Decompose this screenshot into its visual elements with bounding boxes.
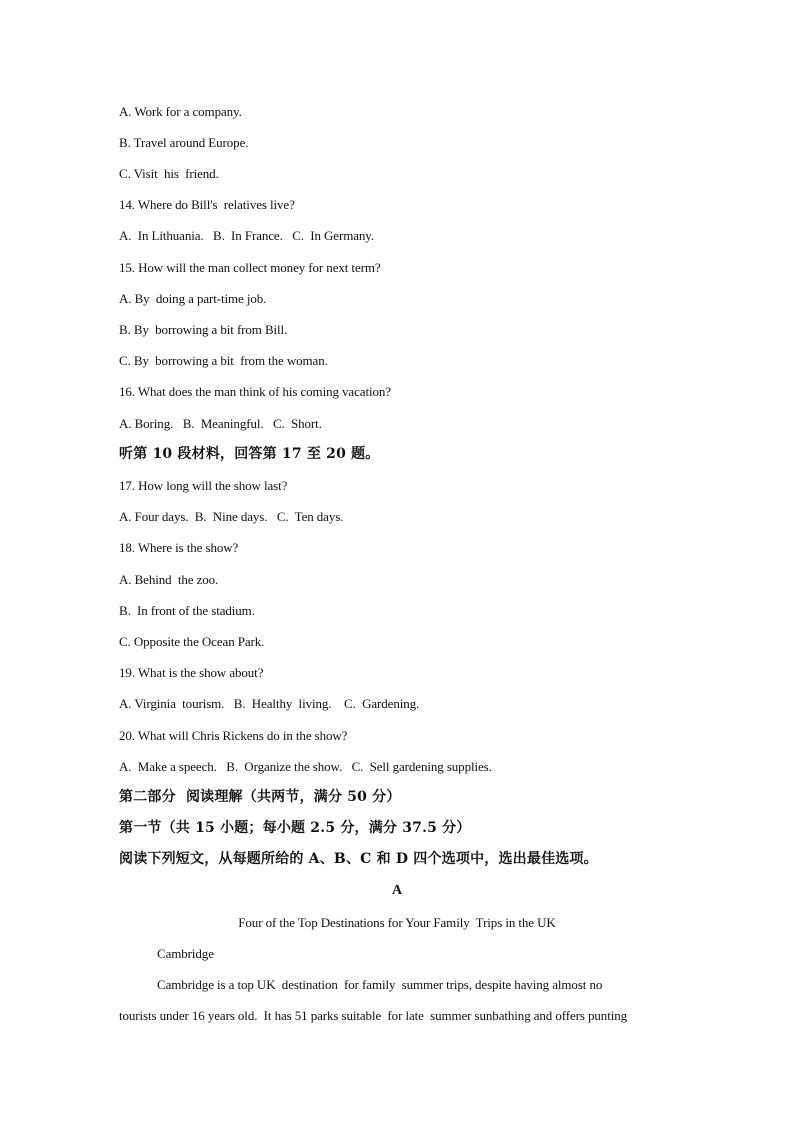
q14-question: 14. Where do Bill's relatives live? bbox=[119, 197, 295, 212]
q17-options: A. Four days. B. Nine days. C. Ten days. bbox=[119, 509, 344, 524]
q13-option-c: C. Visit his friend. bbox=[119, 166, 219, 181]
reading-instruction: 阅读下列短文，从每题所给的 A、B、C 和 D 四个选项中，选出最佳选项。 bbox=[119, 851, 598, 867]
q15-option-c: C. By borrowing a bit from the woman. bbox=[119, 353, 328, 368]
q13-option-a: A. Work for a company. bbox=[119, 104, 242, 119]
q15-question: 15. How will the man collect money for next term? bbox=[119, 260, 381, 275]
q19-options: A. Virginia tourism. B. Healthy living. C. Gardening. bbox=[119, 696, 420, 711]
listening-instruction-heading: 听第 10 段材料，回答第 17 至 20 题。 bbox=[119, 446, 380, 462]
part2-heading: 第二部分 阅读理解（共两节，满分 50 分） bbox=[119, 789, 401, 805]
passage-letter: A bbox=[391, 883, 402, 898]
q13-option-b: B. Travel around Europe. bbox=[119, 135, 249, 150]
q20-question: 20. What will Chris Rickens do in the show? bbox=[119, 728, 348, 743]
passage-title: Four of the Top Destinations for Your Family Trips in the UK bbox=[238, 915, 556, 930]
q16-question: 16. What does the man think of his coming vacation? bbox=[119, 384, 391, 399]
q20-options: A. Make a speech. B. Organize the show. C. Sell gardening supplies. bbox=[119, 759, 492, 774]
q15-option-b: B. By borrowing a bit from Bill. bbox=[119, 322, 288, 337]
q14-options: A. In Lithuania. B. In France. C. In Germany. bbox=[119, 228, 374, 243]
q18-option-a: A. Behind the zoo. bbox=[119, 572, 219, 587]
q15-option-a: A. By doing a part-time job. bbox=[119, 291, 267, 306]
section1-heading: 第一节（共 15 小题；每小题 2.5 分，满分 37.5 分） bbox=[119, 820, 471, 836]
q18-option-b: B. In front of the stadium. bbox=[119, 603, 255, 618]
q16-options: A. Boring. B. Meaningful. C. Short. bbox=[119, 416, 322, 431]
q19-question: 19. What is the show about? bbox=[119, 665, 264, 680]
passage-paragraph-line-1: Cambridge is a top UK destination for family summer trips, despite having almost no bbox=[157, 977, 603, 992]
passage-subheading: Cambridge bbox=[157, 946, 214, 961]
q17-question: 17. How long will the show last? bbox=[119, 478, 288, 493]
q18-option-c: C. Opposite the Ocean Park. bbox=[119, 634, 265, 649]
passage-paragraph-line-2: tourists under 16 years old. It has 51 parks suitable for late summer sunbathing and offers punting bbox=[119, 1008, 628, 1023]
q18-question: 18. Where is the show? bbox=[119, 540, 239, 555]
